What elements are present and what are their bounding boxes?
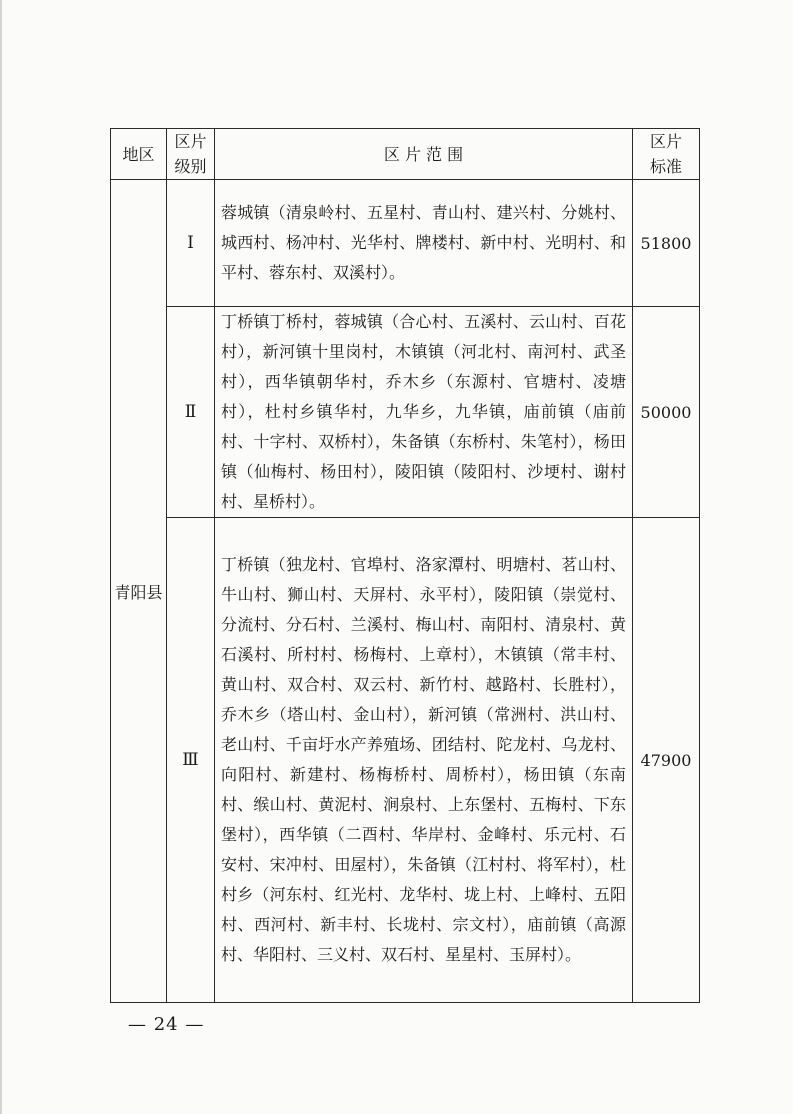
page-fold-shadow	[0, 0, 2, 1114]
scope-cell: 蓉城镇（清泉岭村、五星村、青山村、建兴村、分姚村、城西村、杨冲村、光华村、牌楼村、新中村、光明村、和平村、蓉东村、双溪村）。	[215, 180, 633, 307]
header-level-line2: 级别	[174, 157, 207, 176]
level-cell: Ⅰ	[167, 180, 215, 307]
standard-cell: 51800	[633, 180, 700, 307]
region-cell: 青阳县	[111, 180, 167, 1003]
scope-cell: 丁桥镇丁桥村，蓉城镇（合心村、五溪村、云山村、百花村），新河镇十里岗村，木镇镇（河北村、南河村、武圣村），西华镇朝华村，乔木乡（东源村、官塘村、凌塘村），杜村乡镇华村，九华乡，九华镇，庙前镇（庙前村、十字村、双桥村），朱备镇（东桥村、朱笔村），杨田镇（仙梅村、杨田村），陵阳镇（陵阳村、沙埂村、谢村村、星桥村）。	[215, 307, 633, 518]
level-cell: Ⅱ	[167, 307, 215, 518]
table-row	[111, 180, 700, 307]
header-level	[167, 129, 215, 180]
header-standard-line1: 区片	[649, 132, 682, 151]
level-cell: Ⅲ	[167, 518, 215, 1003]
standard-cell: 47900	[633, 518, 700, 1003]
header-standard	[633, 129, 700, 180]
header-region: 地区	[111, 129, 167, 180]
scope-cell: 丁桥镇（独龙村、官埠村、洛家潭村、明塘村、茗山村、牛山村、狮山村、天屏村、永平村），陵阳镇（崇觉村、分流村、分石村、兰溪村、梅山村、南阳村、清泉村、黄石溪村、所村村、杨梅村、上章村），木镇镇（常丰村、黄山村、双合村、双云村、新竹村、越路村、长胜村），乔木乡（塔山村、金山村），新河镇（常洲村、洪山村、老山村、千亩圩水产养殖场、团结村、陀龙村、乌龙村、向阳村、新建村、杨梅桥村、周桥村），杨田镇（东南村、缑山村、黄泥村、涧泉村、上东堡村、五梅村、下东堡村），西华镇（二酉村、华岸村、金峰村、乐元村、石安村、宋冲村、田屋村），朱备镇（江村村、将军村），杜村乡（河东村、红光村、龙华村、垅上村、上峰村、五阳村、西河村、新丰村、长垅村、宗文村），庙前镇（高源村、华阳村、三义村、双石村、星星村、玉屏村）。	[215, 518, 633, 1003]
standard-cell: 50000	[633, 307, 700, 518]
page-number: — 24 —	[128, 1014, 205, 1035]
header-level-line1: 区片	[174, 132, 207, 151]
header-scope: 区 片 范 围	[215, 129, 633, 180]
table-header-row	[111, 129, 700, 180]
header-standard-line2: 标准	[649, 157, 682, 176]
table-row	[111, 307, 700, 518]
table-row	[111, 518, 700, 1003]
land-price-table	[110, 128, 700, 1003]
